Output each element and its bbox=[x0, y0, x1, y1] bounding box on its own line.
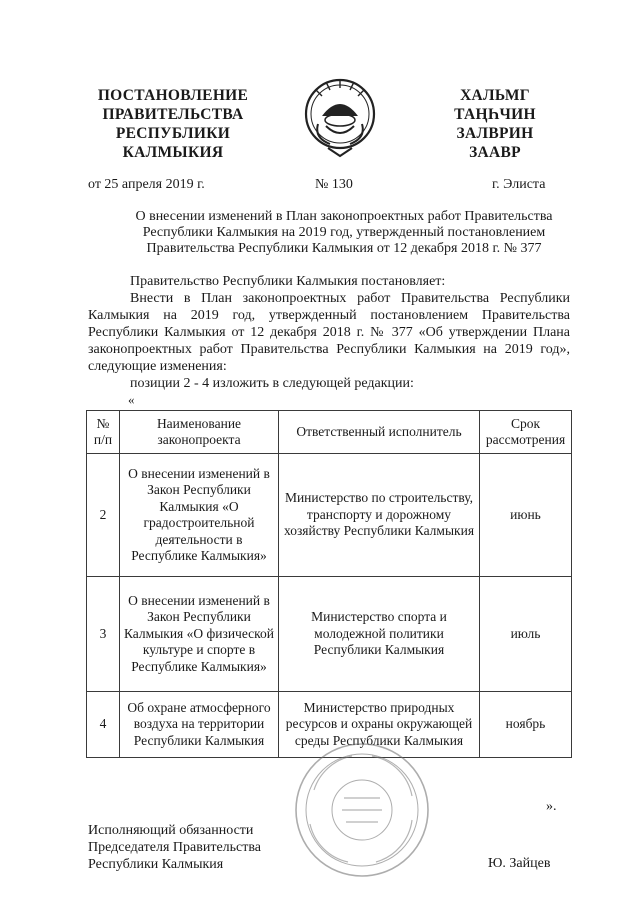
kalmykia-coat-of-arms-icon bbox=[300, 72, 380, 160]
header-term: Срок рассмотрения bbox=[480, 411, 572, 454]
official-seal-stamp-icon bbox=[292, 740, 432, 880]
table-row bbox=[87, 577, 572, 692]
signer-name: Ю. Зайцев bbox=[488, 856, 551, 871]
cell-term: ноябрь bbox=[480, 692, 572, 758]
main-paragraph: Внести в План законопроектных работ Правительства Республики Калмыкия на 2019 год, утвержденный постановлением Правительства Республики Калмыкия от 12 декабря 2018 г. № 377 «Об утверждении Плана законопроектных работ Правительства Республики Калмыкия на 2019 год», следующие изменения: bbox=[88, 291, 570, 374]
signature-line: Председателя Правительства bbox=[88, 840, 262, 855]
cell-executor: Министерство спорта и молодежной политики Республики Калмыкия bbox=[279, 577, 480, 692]
close-quote: ». bbox=[546, 799, 557, 814]
cell-num: 3 bbox=[87, 577, 120, 692]
header-left-line: ПРАВИТЕЛЬСТВА bbox=[102, 106, 244, 123]
positions-text: позиции 2 - 4 изложить в следующей редакции: bbox=[130, 376, 414, 391]
plan-table bbox=[86, 410, 572, 758]
cell-name: О внесении изменений в Закон Республики Калмыкия «О градостроительной деятельности в Республике Калмыкия» bbox=[120, 454, 279, 577]
header-right-line: ТАҢҺЧИН bbox=[454, 106, 536, 123]
header-executor: Ответственный исполнитель bbox=[279, 411, 480, 454]
cell-name: Об охране атмосферного воздуха на территории Республики Калмыкия bbox=[120, 692, 279, 758]
header-num: № п/п bbox=[87, 411, 120, 454]
header-left-line: РЕСПУБЛИКИ bbox=[115, 125, 231, 142]
table-row bbox=[87, 454, 572, 577]
cell-num: 2 bbox=[87, 454, 120, 577]
document-title bbox=[118, 209, 570, 257]
header-right-line: ХАЛЬМГ bbox=[460, 87, 530, 104]
document-date: от 25 апреля 2019 г. bbox=[88, 177, 205, 192]
open-quote: « bbox=[128, 392, 135, 407]
title-line: О внесении изменений в План законопроектных работ Правительства bbox=[135, 209, 553, 224]
header-left-line: ПОСТАНОВЛЕНИЕ bbox=[97, 87, 249, 104]
cell-executor: Министерство природных ресурсов и охраны окружающей среды Республики Калмыкия bbox=[279, 692, 480, 758]
table-header-row bbox=[87, 411, 572, 454]
header-left-line: КАЛМЫКИЯ bbox=[122, 144, 224, 161]
intro-text: Правительство Республики Калмыкия постановляет: bbox=[130, 274, 446, 289]
document-number: № 130 bbox=[315, 177, 353, 192]
document-city: г. Элиста bbox=[492, 177, 546, 192]
cell-term: июль bbox=[480, 577, 572, 692]
signature-block bbox=[88, 822, 261, 873]
cell-executor: Министерство по строительству, транспорту и дорожному хозяйству Республики Калмыкия bbox=[279, 454, 480, 577]
header-right-title bbox=[430, 86, 560, 162]
header-left-title bbox=[88, 86, 258, 162]
title-line: Правительства Республики Калмыкия от 12 декабря 2018 г. № 377 bbox=[146, 241, 542, 256]
cell-name: О внесении изменений в Закон Республики Калмыкия «О физической культуре и спорте в Республике Калмыкия» bbox=[120, 577, 279, 692]
signature-line: Исполняющий обязанности bbox=[88, 823, 254, 838]
header-right-line: ЗАЛВРИН bbox=[456, 125, 534, 142]
title-line: Республики Калмыкия на 2019 год, утвержденный постановлением bbox=[142, 225, 546, 240]
cell-term: июнь bbox=[480, 454, 572, 577]
signature-line: Республики Калмыкия bbox=[88, 857, 224, 872]
header-right-line: ЗААВР bbox=[469, 144, 521, 161]
header-name: Наименование законопроекта bbox=[120, 411, 279, 454]
cell-num: 4 bbox=[87, 692, 120, 758]
